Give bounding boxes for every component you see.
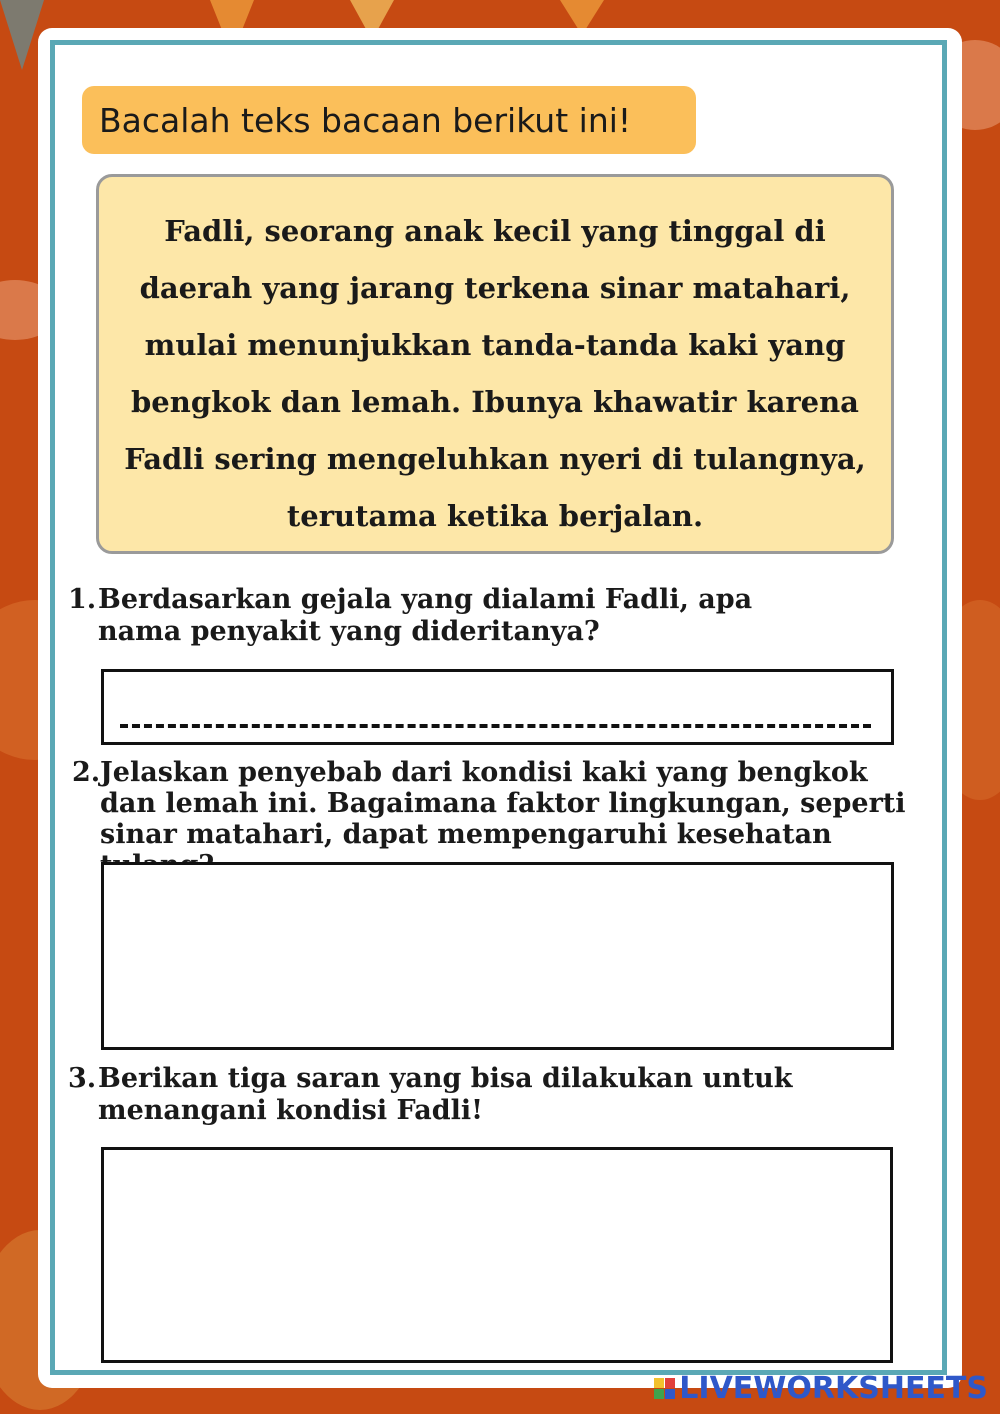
question-number: 1.	[68, 584, 97, 615]
question-number: 3.	[68, 1063, 97, 1094]
question-text: Jelaskan penyebab dari kondisi kaki yang bengkok dan lemah ini. Bagaimana faktor lingkungan, seperti sinar matahari, dapat mempengaruhi kesehatan	[100, 757, 906, 850]
answer-input-3[interactable]	[101, 1147, 893, 1363]
reading-passage: Fadli, seorang anak kecil yang tinggal di daerah yang jarang terkena sinar matahari, mulai menunjukkan tanda-tanda kaki yang bengkok dan lemah. Ibunya khawatir karena Fadli sering mengeluhkan nyeri di tulangnya, terutama ketika berjalan.	[96, 174, 894, 554]
watermark-text: LIVEWORKSHEETS	[679, 1371, 988, 1406]
instruction-heading: Bacalah teks bacaan berikut ini!	[82, 86, 696, 154]
dashed-answer-line	[120, 724, 871, 728]
question-number: 2.	[72, 757, 101, 788]
liveworksheets-logo-icon	[654, 1378, 675, 1399]
question-text: Berikan tiga saran yang bisa dilakukan untuk menangani kondisi Fadli!	[98, 1063, 793, 1126]
answer-input-2[interactable]	[101, 862, 894, 1050]
question-1	[68, 584, 828, 648]
answer-input-1[interactable]	[101, 669, 894, 745]
question-3	[68, 1063, 928, 1127]
liveworksheets-watermark	[654, 1371, 988, 1406]
question-text: Berdasarkan gejala yang dialami Fadli, apa nama penyakit yang dideritanya?	[98, 584, 753, 647]
